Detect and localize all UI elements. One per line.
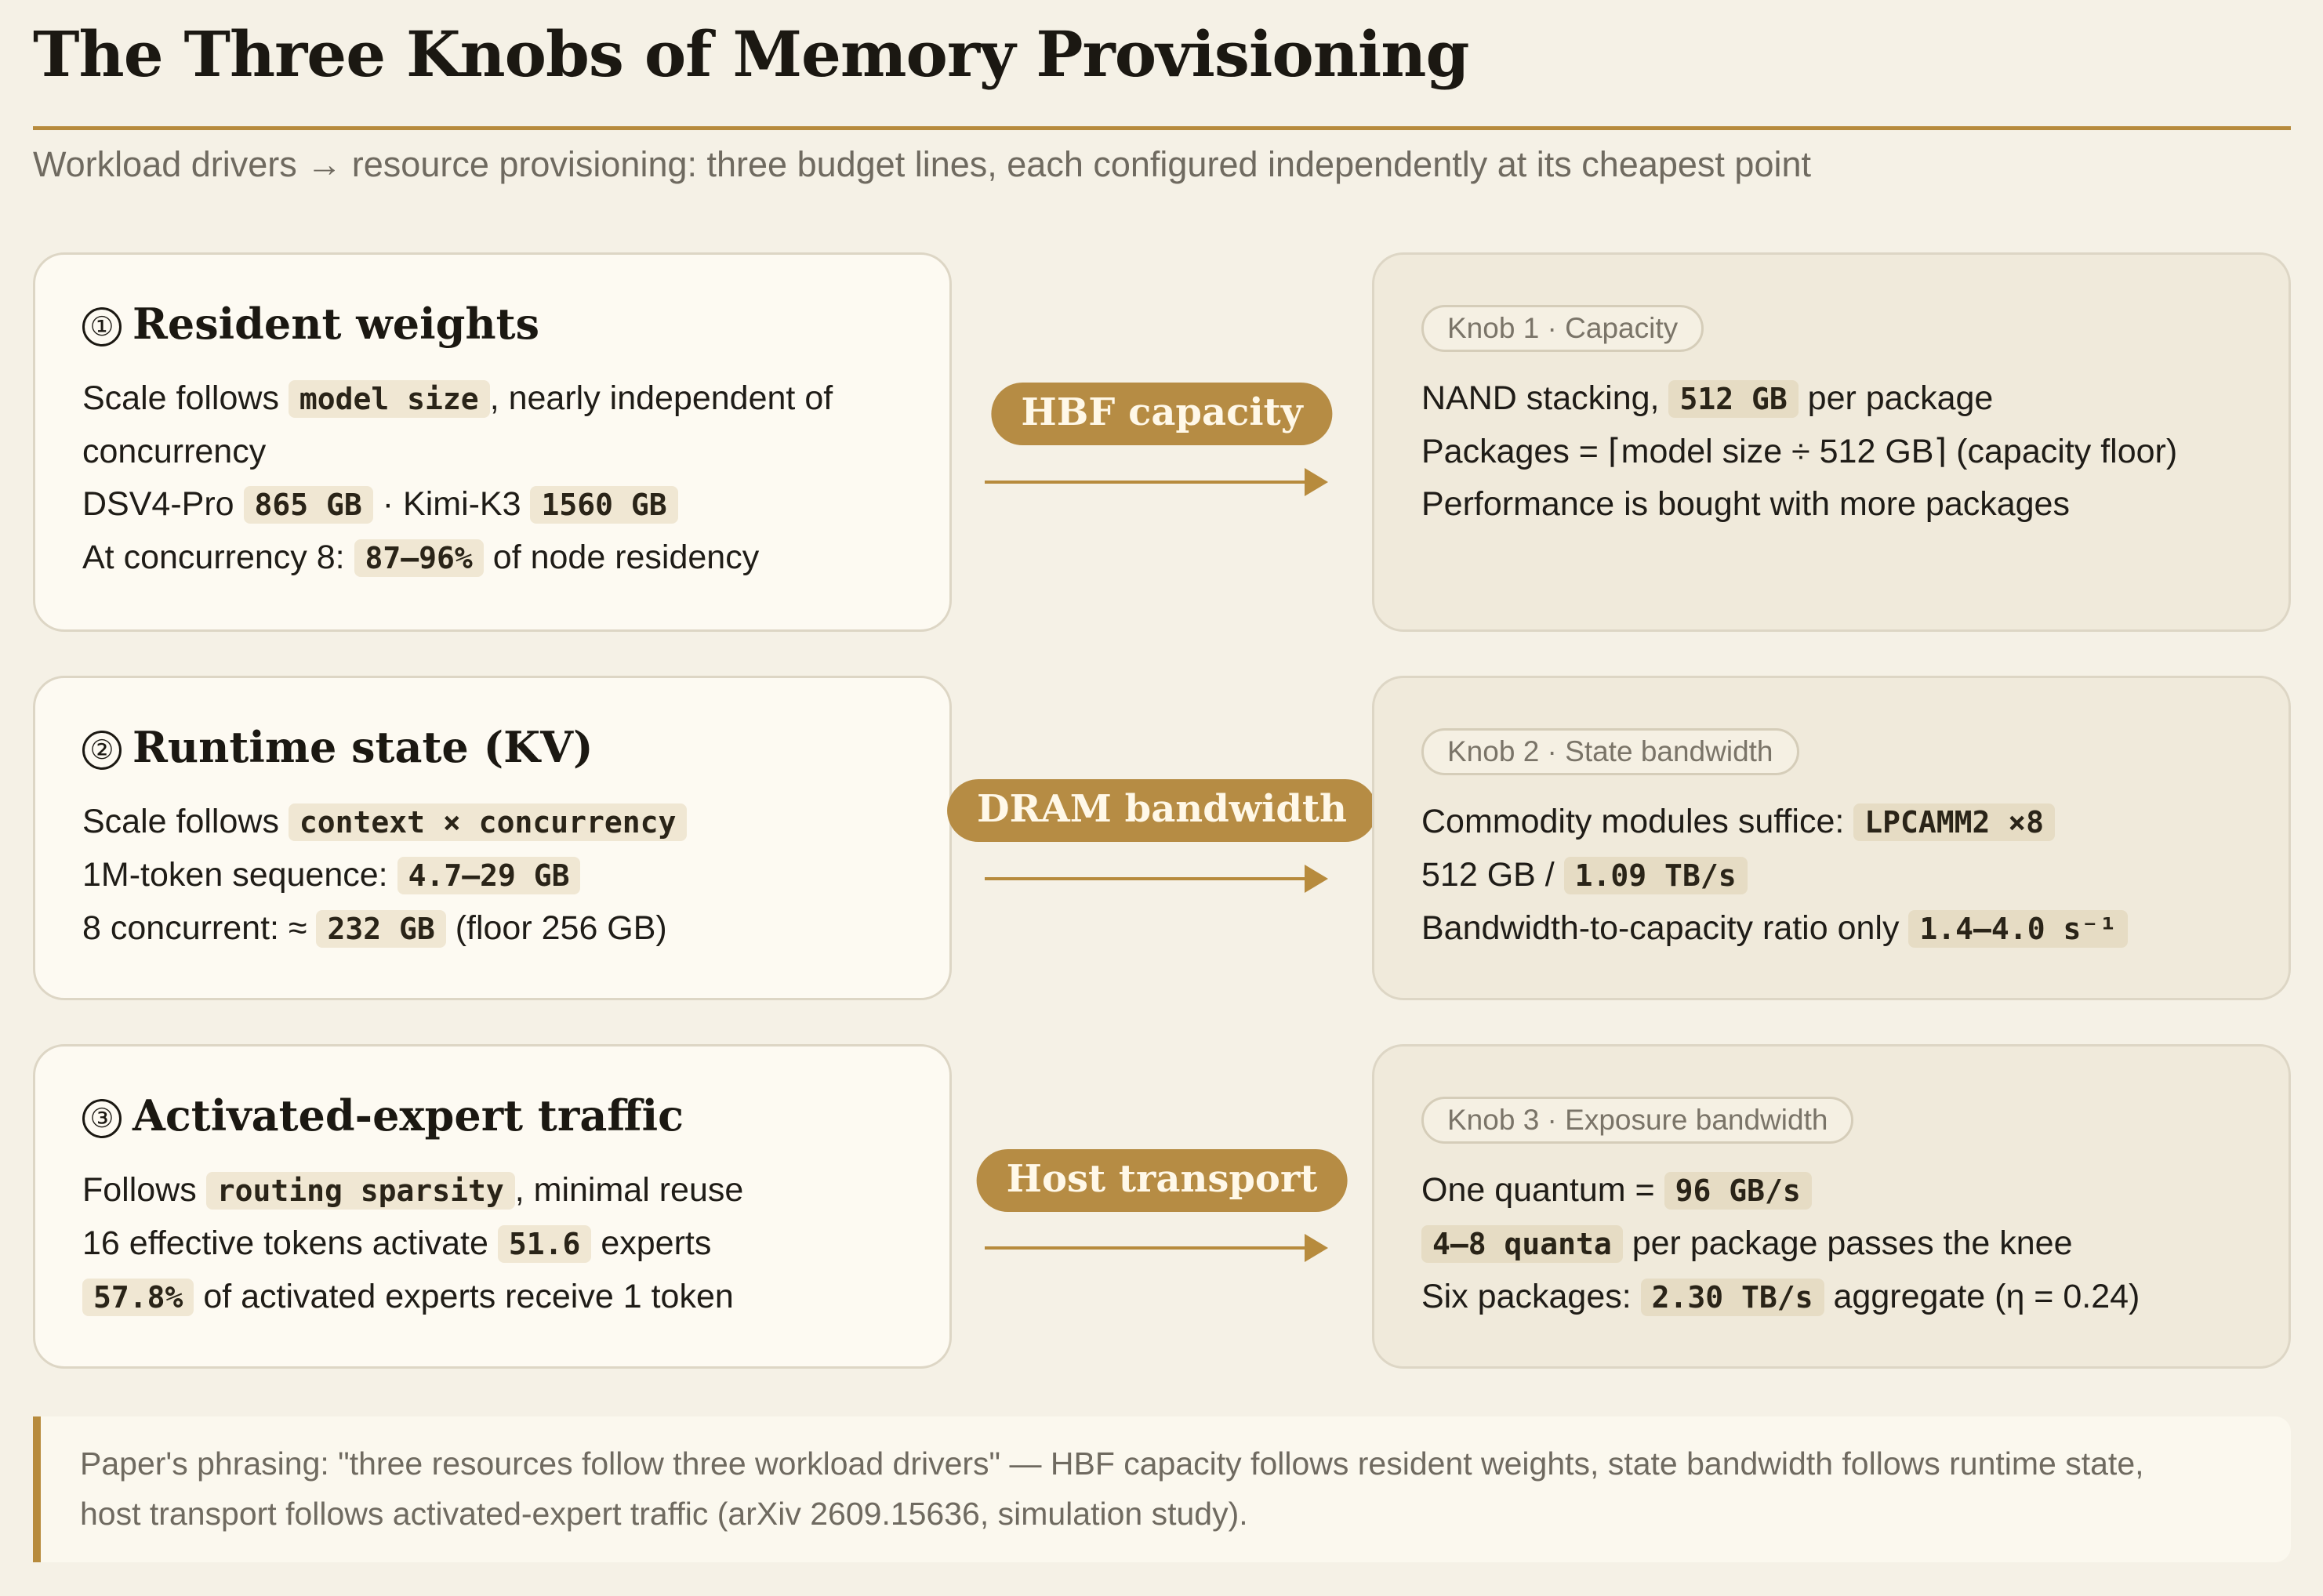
detail-line: concurrency [82,433,267,470]
title-divider [33,126,2291,130]
detail-line: 57.8% of activated experts receive 1 token [82,1271,910,1324]
code-value: 87–96% [354,539,484,577]
code-value: 4–8 quanta [1421,1225,1623,1263]
detail-line: Bandwidth-to-capacity ratio only 1.4–4.0 s⁻¹ [1421,902,2249,956]
driver-title [82,722,593,772]
code-value: context × concurrency [289,803,687,841]
code-value: 2.30 TB/s [1641,1279,1824,1316]
knob-details [1421,372,2249,531]
detail-line: 8 concurrent: ≈ 232 GB (floor 256 GB) [82,909,667,947]
code-value: 51.6 [498,1225,592,1263]
detail-line: 4–8 quanta per package passes the knee [1421,1217,2249,1271]
detail-line: Packages = ⌈model size ÷ 512 GB⌉ (capacity floor) [1421,433,2178,470]
code-value: 232 GB [316,910,445,948]
code-value: routing sparsity [206,1172,515,1210]
driver-details [82,372,910,585]
flow-arrow-3 [985,1246,1323,1250]
detail-line: Performance is bought with more packages [1421,485,2070,523]
detail-line: At concurrency 8: 87–96% of node residency [82,539,760,576]
driver-card-resident-weights [33,252,952,632]
driver-title [82,299,539,349]
driver-details [82,796,910,956]
detail-line: 512 GB / 1.09 TB/s [1421,849,2249,902]
driver-card-activated-expert-traffic [33,1044,952,1369]
driver-title-text: Resident weights [132,299,539,349]
detail-line: NAND stacking, 512 GB per package [1421,379,1994,417]
knob-details [1421,1164,2249,1324]
driver-title [82,1090,684,1141]
detail-line: Commodity modules suffice: LPCAMM2 ×8 [1421,796,2249,849]
number-1-icon: ① [82,307,122,346]
flow-arrow-2 [985,877,1323,880]
detail-line: Follows routing sparsity , minimal reuse [82,1171,744,1209]
knob-badge: Knob 1 · Capacity [1421,305,1704,352]
number-2-icon: ② [82,731,122,770]
knob-card-capacity [1372,252,2291,632]
detail-line: DSV4-Pro 865 GB · Kimi-K3 1560 GB [82,478,910,531]
code-value: model size [289,380,490,418]
code-value: 1.4–4.0 s⁻¹ [1908,910,2128,948]
driver-title-text: Activated-expert traffic [132,1090,684,1141]
code-value: 512 GB [1668,380,1798,418]
detail-line: 16 effective tokens activate 51.6 experts [82,1224,712,1262]
code-value: 4.7–29 GB [397,857,581,894]
code-value: 57.8% [82,1279,194,1316]
detail-line: Scale follows model size , nearly independent of [82,379,833,417]
source-note [33,1416,2291,1562]
detail-line: Scale follows context × concurrency [82,796,910,849]
note-line: host transport follows activated-expert traffic (arXiv 2609.15636, simulation study). [80,1496,1248,1532]
knob-card-state-bandwidth [1372,676,2291,1000]
code-value: LPCAMM2 ×8 [1853,803,2055,841]
code-value: 865 GB [244,486,373,524]
page-title: The Three Knobs of Memory Provisioning [33,17,1469,91]
page-subtitle: Workload drivers → resource provisioning: three budget lines, each configured independently at its cheapest point [33,144,1811,184]
driver-details [82,1164,910,1324]
knob-card-exposure-bandwidth [1372,1044,2291,1369]
resource-label-hbf-capacity: HBF capacity [991,383,1332,445]
code-value: 1560 GB [530,486,677,524]
flow-arrow-1 [985,481,1323,484]
code-value: 1.09 TB/s [1564,857,1748,894]
note-line: Paper's phrasing: "three resources follow three workload drivers" — HBF capacity follows resident weights, state bandwidth follows runtime state, [80,1445,2144,1482]
detail-line: 1M-token sequence: 4.7–29 GB [82,849,910,902]
detail-line: Six packages: 2.30 TB/s aggregate (η = 0.24) [1421,1278,2140,1315]
code-value: 96 GB/s [1664,1172,1812,1210]
resource-label-dram-bandwidth: DRAM bandwidth [947,779,1377,842]
knob-badge: Knob 3 · Exposure bandwidth [1421,1097,1853,1144]
detail-line: One quantum = 96 GB/s [1421,1164,2249,1217]
driver-title-text: Runtime state (KV) [132,722,593,772]
knob-badge: Knob 2 · State bandwidth [1421,728,1799,775]
knob-details [1421,796,2249,956]
number-3-icon: ③ [82,1099,122,1138]
resource-label-host-transport: Host transport [977,1149,1348,1212]
driver-card-runtime-state [33,676,952,1000]
